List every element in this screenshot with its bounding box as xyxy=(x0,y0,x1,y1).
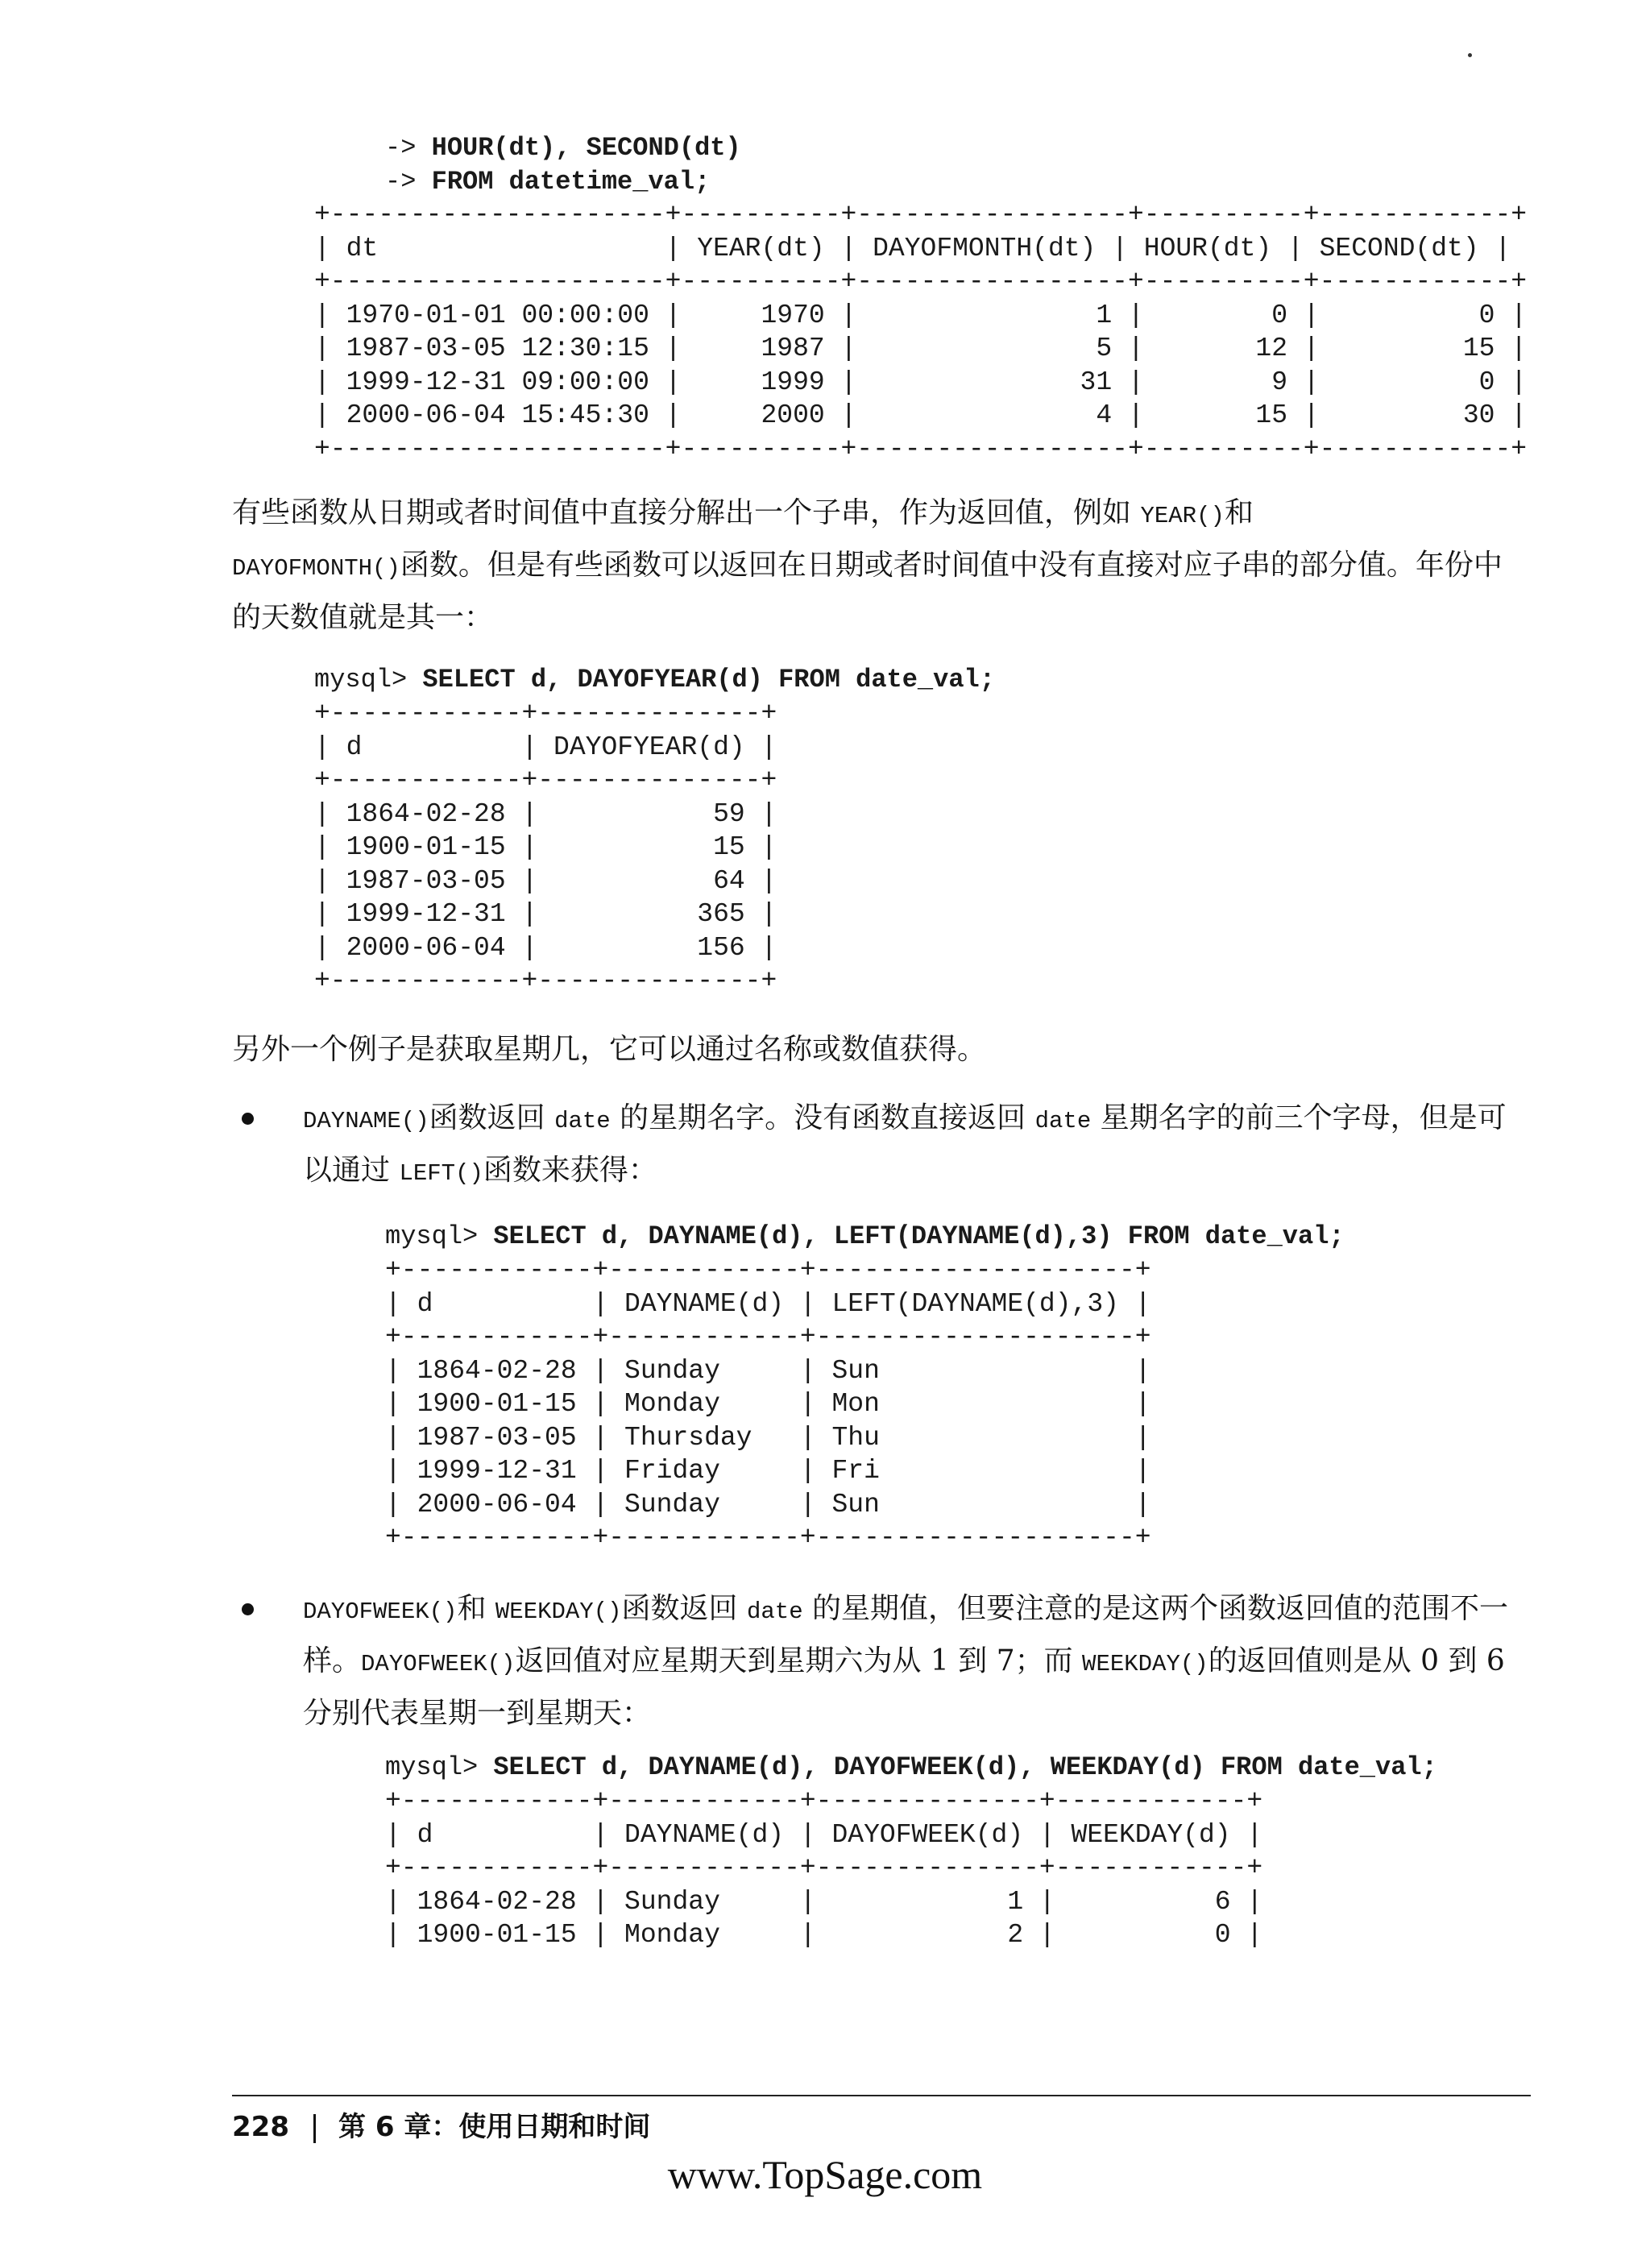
footer-separator xyxy=(313,2114,316,2143)
query-dayname: mysql> SELECT d, DAYNAME(d), LEFT(DAYNAME(d),3) FROM date_val; xyxy=(385,1221,1345,1251)
code-line-2: -> FROM datetime_val; xyxy=(385,167,711,197)
website-watermark: www.TopSage.com xyxy=(667,2152,983,2197)
code-line-1: -> HOUR(dt), SECOND(dt) xyxy=(385,133,741,163)
query-dayofyear: mysql> SELECT d, DAYOFYEAR(d) FROM date_val; xyxy=(314,665,995,694)
page-footer xyxy=(232,2104,650,2144)
footer-rule xyxy=(232,2095,1531,2096)
page-number: 228 xyxy=(232,2111,289,2143)
code-continuation xyxy=(385,131,741,199)
dayofweek-result-table: +------------+------------+--------------+------------+ | d | DAYNAME(d) | DAYOFWEEK(d) | WEEKDAY(d) | +------------+------------+--------------+------------+ | 1864-02-28 | Sunday | 1 | 6 | | 1900-01-15 | Monday | 2 | 0 | xyxy=(385,1786,1263,1950)
bullet-dayname: DAYNAME()函数返回 date 的星期名字。没有函数直接返回 date 星期名字的前三个字母，但是可以通过 LEFT()函数来获得： xyxy=(303,1101,1507,1187)
dayname-result-table: +------------+------------+--------------------+ | d | DAYNAME(d) | LEFT(DAYNAME(d),3) | +------------+------------+--------------------+ | 1864-02-28 | Sunday | Sun | | 1900-01-15 | Monday | Mon | | 1987-03-05 | Thursday | Thu | | 1999-12-31 | Friday | Fri | | 2000-06-04 | Sunday | Sun | +------------+------------+--------------------+ xyxy=(385,1255,1151,1553)
scan-speck xyxy=(1468,53,1472,57)
paragraph-date-parts: 有些函数从日期或者时间值中直接分解出一个子串，作为返回值，例如 YEAR()和 DAYOFMONTH()函数。但是有些函数可以返回在日期或者时间值中没有直接对应子串的部分值。年份中的天数值就是其一： xyxy=(232,496,1503,634)
bullet-dayofweek: DAYOFWEEK()和 WEEKDAY()函数返回 date 的星期值，但要注意的是这两个函数返回值的范围不一样。DAYOFWEEK()返回值对应星期天到星期六为从 1 到 7；而 WEEKDAY()的返回值则是从 0 到 6 分别代表星期一到星期天： xyxy=(303,1592,1509,1730)
bullet-dot xyxy=(242,1603,254,1615)
dayofyear-result-table: +------------+--------------+ | d | DAYOFYEAR(d) | +------------+--------------+ | 1864-02-28 | 59 | | 1900-01-15 | 15 | | 1987-03-05 | 64 | | 1999-12-31 | 365 | | 2000-06-04 | 156 | +------------+--------------+ xyxy=(314,699,777,996)
paragraph-weekday-intro: 另外一个例子是获取星期几，它可以通过名称或数值获得。 xyxy=(232,1033,987,1066)
datetime-result-table: +---------------------+----------+-----------------+----------+------------+ | dt | YEAR(dt) | DAYOFMONTH(dt) | HOUR(dt) | SECOND(dt) | +---------------------+----------+-----------------+----------+------------+ | 1970-01-01 00:00:00 | 1970 | 1 | 0 | 0 | | 1987-03-05 12:30:15 | 1987 | 5 | 12 | 15 | | 1999-12-31 09:00:00 | 1999 | 31 | 9 | 0 | | 2000-06-04 15:45:30 | 2000 | 4 | 15 | 30 | +---------------------+----------+-----------------+----------+------------+ xyxy=(314,200,1528,464)
chapter-title: 第 6 章：使用日期和时间 xyxy=(338,2111,651,2143)
bullet-dot xyxy=(242,1113,254,1125)
query-dayofweek: mysql> SELECT d, DAYNAME(d), DAYOFWEEK(d), WEEKDAY(d) FROM date_val; xyxy=(385,1752,1437,1782)
